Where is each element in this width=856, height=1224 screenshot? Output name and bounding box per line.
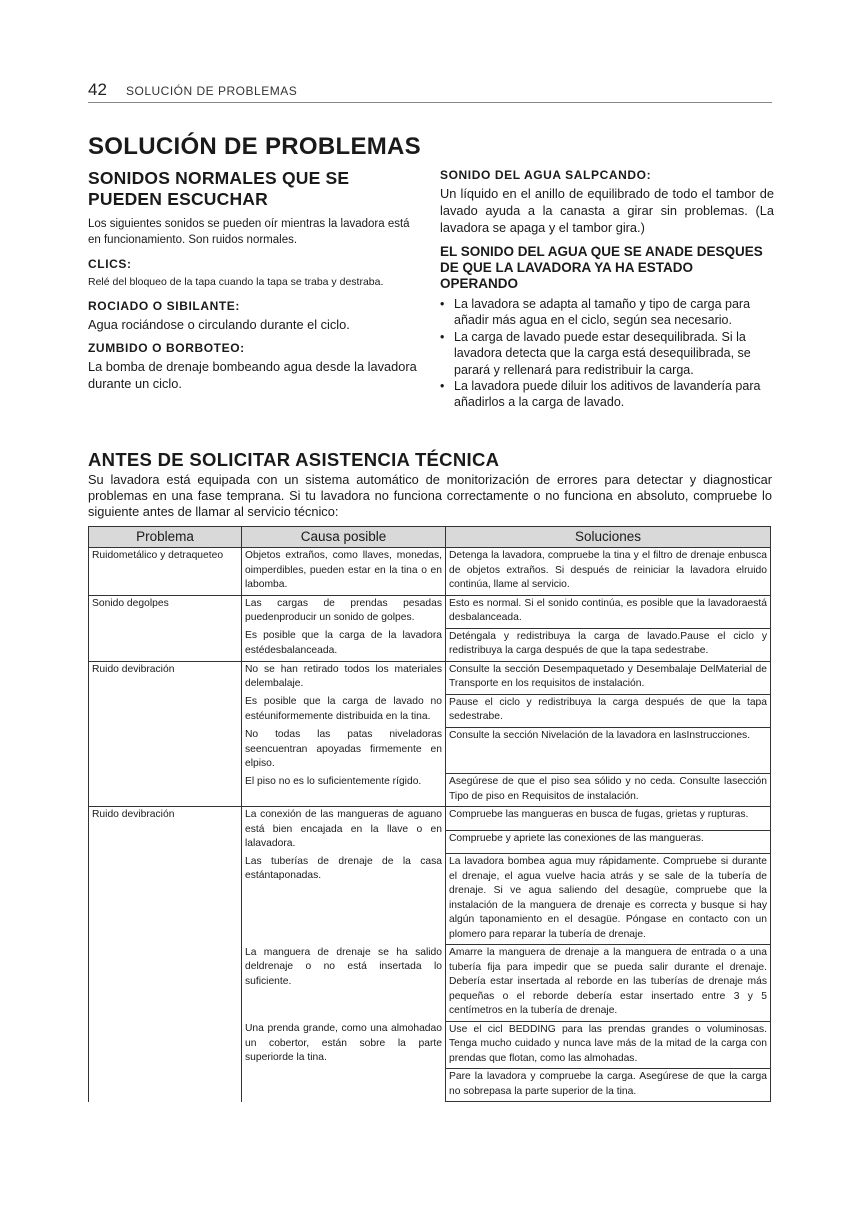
solution-cell: Pare la lavadora y compruebe la carga. Asegúrese de que la carga no sobrepasa la parte superior de la tina. [446, 1069, 771, 1102]
solution-cell: Use el cicl BEDDING para las prendas grandes o voluminosas. Tenga mucho cuidado y nunca lave más de la mitad de la carga con prendas que flotan, como las almohadas. [446, 1021, 771, 1069]
header-problem: Problema [89, 527, 242, 548]
table-row [89, 807, 771, 831]
page-number: 42 [88, 80, 107, 99]
rociado-text: Agua rociándose o circulando durante el ciclo. [88, 317, 350, 332]
problem-cell: Ruidometálico y detraqueteo [89, 548, 242, 596]
cause-cell: Las cargas de prendas pesadas puedenproducir un sonido de golpes. [242, 595, 446, 628]
header-solution: Soluciones [446, 527, 771, 548]
solution-cell: Pause el ciclo y redistribuya la carga después de que la tapa sedestrabe. [446, 694, 771, 727]
water-added-list [440, 296, 774, 411]
technical-assistance-heading: ANTES DE SOLICITAR ASISTENCIA TÉCNICA [88, 449, 500, 470]
normal-sounds-intro: Los siguientes sonidos se pueden oír mientras la lavadora está en funcionamiento. Son ruidos normales. [88, 218, 410, 246]
water-added-title: EL SONIDO DEL AGUA QUE SE ANADE DESQUES DE QUE LA LAVADORA YA HA ESTADO OPERANDO [440, 244, 763, 291]
cause-cell: No se han retirado todos los materiales delembalaje. [242, 661, 446, 694]
table-row [89, 595, 771, 628]
solution-cell: Compruebe y apriete las conexiones de las mangueras. [446, 830, 771, 854]
solution-cell: Consulte la sección Nivelación de la lavadora en lasInstrucciones. [446, 727, 771, 774]
zumbido-title: ZUMBIDO O BORBOTEO: [88, 341, 245, 355]
clics-text: Relé del bloqueo de la tapa cuando la tapa se traba y destraba. [88, 276, 384, 288]
table-header-row [89, 527, 771, 548]
water-sounds-column [440, 168, 774, 411]
rociado-title: ROCIADO O SIBILANTE: [88, 299, 240, 313]
solution-cell: Consulte la sección Desempaquetado y Desembalaje DelMaterial de Transporte en los requisitos de instalación. [446, 661, 771, 694]
list-item: • La lavadora puede diluir los aditivos de lavandería para añadirlos a la carga de lavado. [454, 378, 774, 411]
running-section-title: SOLUCIÓN DE PROBLEMAS [126, 84, 298, 98]
table-row [89, 548, 771, 596]
list-item: • La carga de lavado puede estar desequilibrada. Si la lavadora detecta que la carga está desequilibrada, se parará y rellenará para redistribuir la carga. [454, 329, 774, 378]
troubleshooting-table [88, 526, 771, 1102]
solution-cell: Deténgala y redistribuya la carga de lavado.Pause el ciclo y redistribuya la carga después de que la tapa sedestrabe. [446, 628, 771, 661]
cause-cell: Objetos extraños, como llaves, monedas, oimperdibles, pueden estar en la tina o en labomba. [242, 548, 446, 596]
normal-sounds-heading: SONIDOS NORMALES QUE SE PUEDEN ESCUCHAR [88, 168, 350, 209]
clics-title: CLICS: [88, 257, 132, 271]
cause-cell: Es posible que la carga de lavado no estéuniformemente distribuida en la tina. [242, 694, 446, 727]
solution-cell: Amarre la manguera de drenaje a la manguera de entrada o a una tubería fija para impedir que se pueda salir durante el drenaje. Debería estar insertada al reborde en las tuberías de drenaje más pequeñas o el reborde debería estar insertado entre 3 y 5 centímetros en la tubería de drenaje. [446, 945, 771, 1022]
technical-assistance-section [88, 449, 772, 520]
cause-cell: La manguera de drenaje se ha salido deldrenaje o no está insertada lo suficiente. [242, 945, 446, 1022]
cause-cell: Es posible que la carga de la lavadora estédesbalanceada. [242, 628, 446, 661]
cause-cell: No todas las patas niveladoras seencuentran apoyadas firmemente en elpiso. [242, 727, 446, 774]
list-item: • La lavadora se adapta al tamaño y tipo de carga para añadir más agua en el ciclo, según sea necesario. [454, 296, 774, 329]
solution-cell: Esto es normal. Si el sonido continúa, es posible que la lavadoraestá desbalanceada. [446, 595, 771, 628]
header-cause: Causa posible [242, 527, 446, 548]
solution-cell: Compruebe las mangueras en busca de fugas, grietas y rupturas. [446, 807, 771, 831]
page-header [88, 80, 772, 103]
page-title: SOLUCIÓN DE PROBLEMAS [88, 133, 421, 160]
solution-cell: Detenga la lavadora, compruebe la tina y el filtro de drenaje enbusca de objetos extraños. Si después de reiniciar la lavadora elruido continúa, llame al servicio. [446, 548, 771, 596]
normal-sounds-column [88, 168, 418, 400]
solution-cell: Asegúrese de que el piso sea sólido y no ceda. Consulte lasección Tipo de piso en Requisitos de instalación. [446, 774, 771, 807]
solution-cell: La lavadora bombea agua muy rápidamente. Compruebe si durante el drenaje, el agua vuelve hacia atrás y se sale de la tubería de drenaje. Si ve agua saliendo del desagüe, compruebe que la instalación de la manguera de drenaje es correcta y busque si hay algún taponamiento en el desagüe. Póngase en contacto con un plomero para reparar la tubería de drenaje. [446, 854, 771, 945]
cause-cell: El piso no es lo suficientemente rígido. [242, 774, 446, 807]
water-splash-text: Un líquido en el anillo de equilibrado de todo el tambor de lavado ayuda a la canasta a girar sin problemas. (La lavadora se apaga y el tambor gira.) [440, 186, 774, 235]
problem-cell: Ruido devibración [89, 661, 242, 807]
zumbido-text: La bomba de drenaje bombeando agua desde la lavadora durante un ciclo. [88, 359, 417, 391]
water-splash-title: SONIDO DEL AGUA SALPCANDO: [440, 168, 652, 182]
cause-cell: Las tuberías de drenaje de la casa estántaponadas. [242, 854, 446, 945]
technical-assistance-intro: Su lavadora está equipada con un sistema automático de monitorización de errores para detectar y diagnosticar problemas en una fase temprana. Si tu lavadora no funciona correctamente o no funciona en absoluto, compruebe lo siguiente antes de llamar al servicio técnico: [88, 472, 772, 519]
table-row [89, 661, 771, 694]
cause-cell: Una prenda grande, como una almohadao un cobertor, están sobre la parte superiorde la tina. [242, 1021, 446, 1102]
problem-cell: Sonido degolpes [89, 595, 242, 661]
cause-cell: La conexión de las mangueras de aguano está bien encajada en la llave o en lalavadora. [242, 807, 446, 854]
problem-cell: Ruido devibración [89, 807, 242, 1102]
